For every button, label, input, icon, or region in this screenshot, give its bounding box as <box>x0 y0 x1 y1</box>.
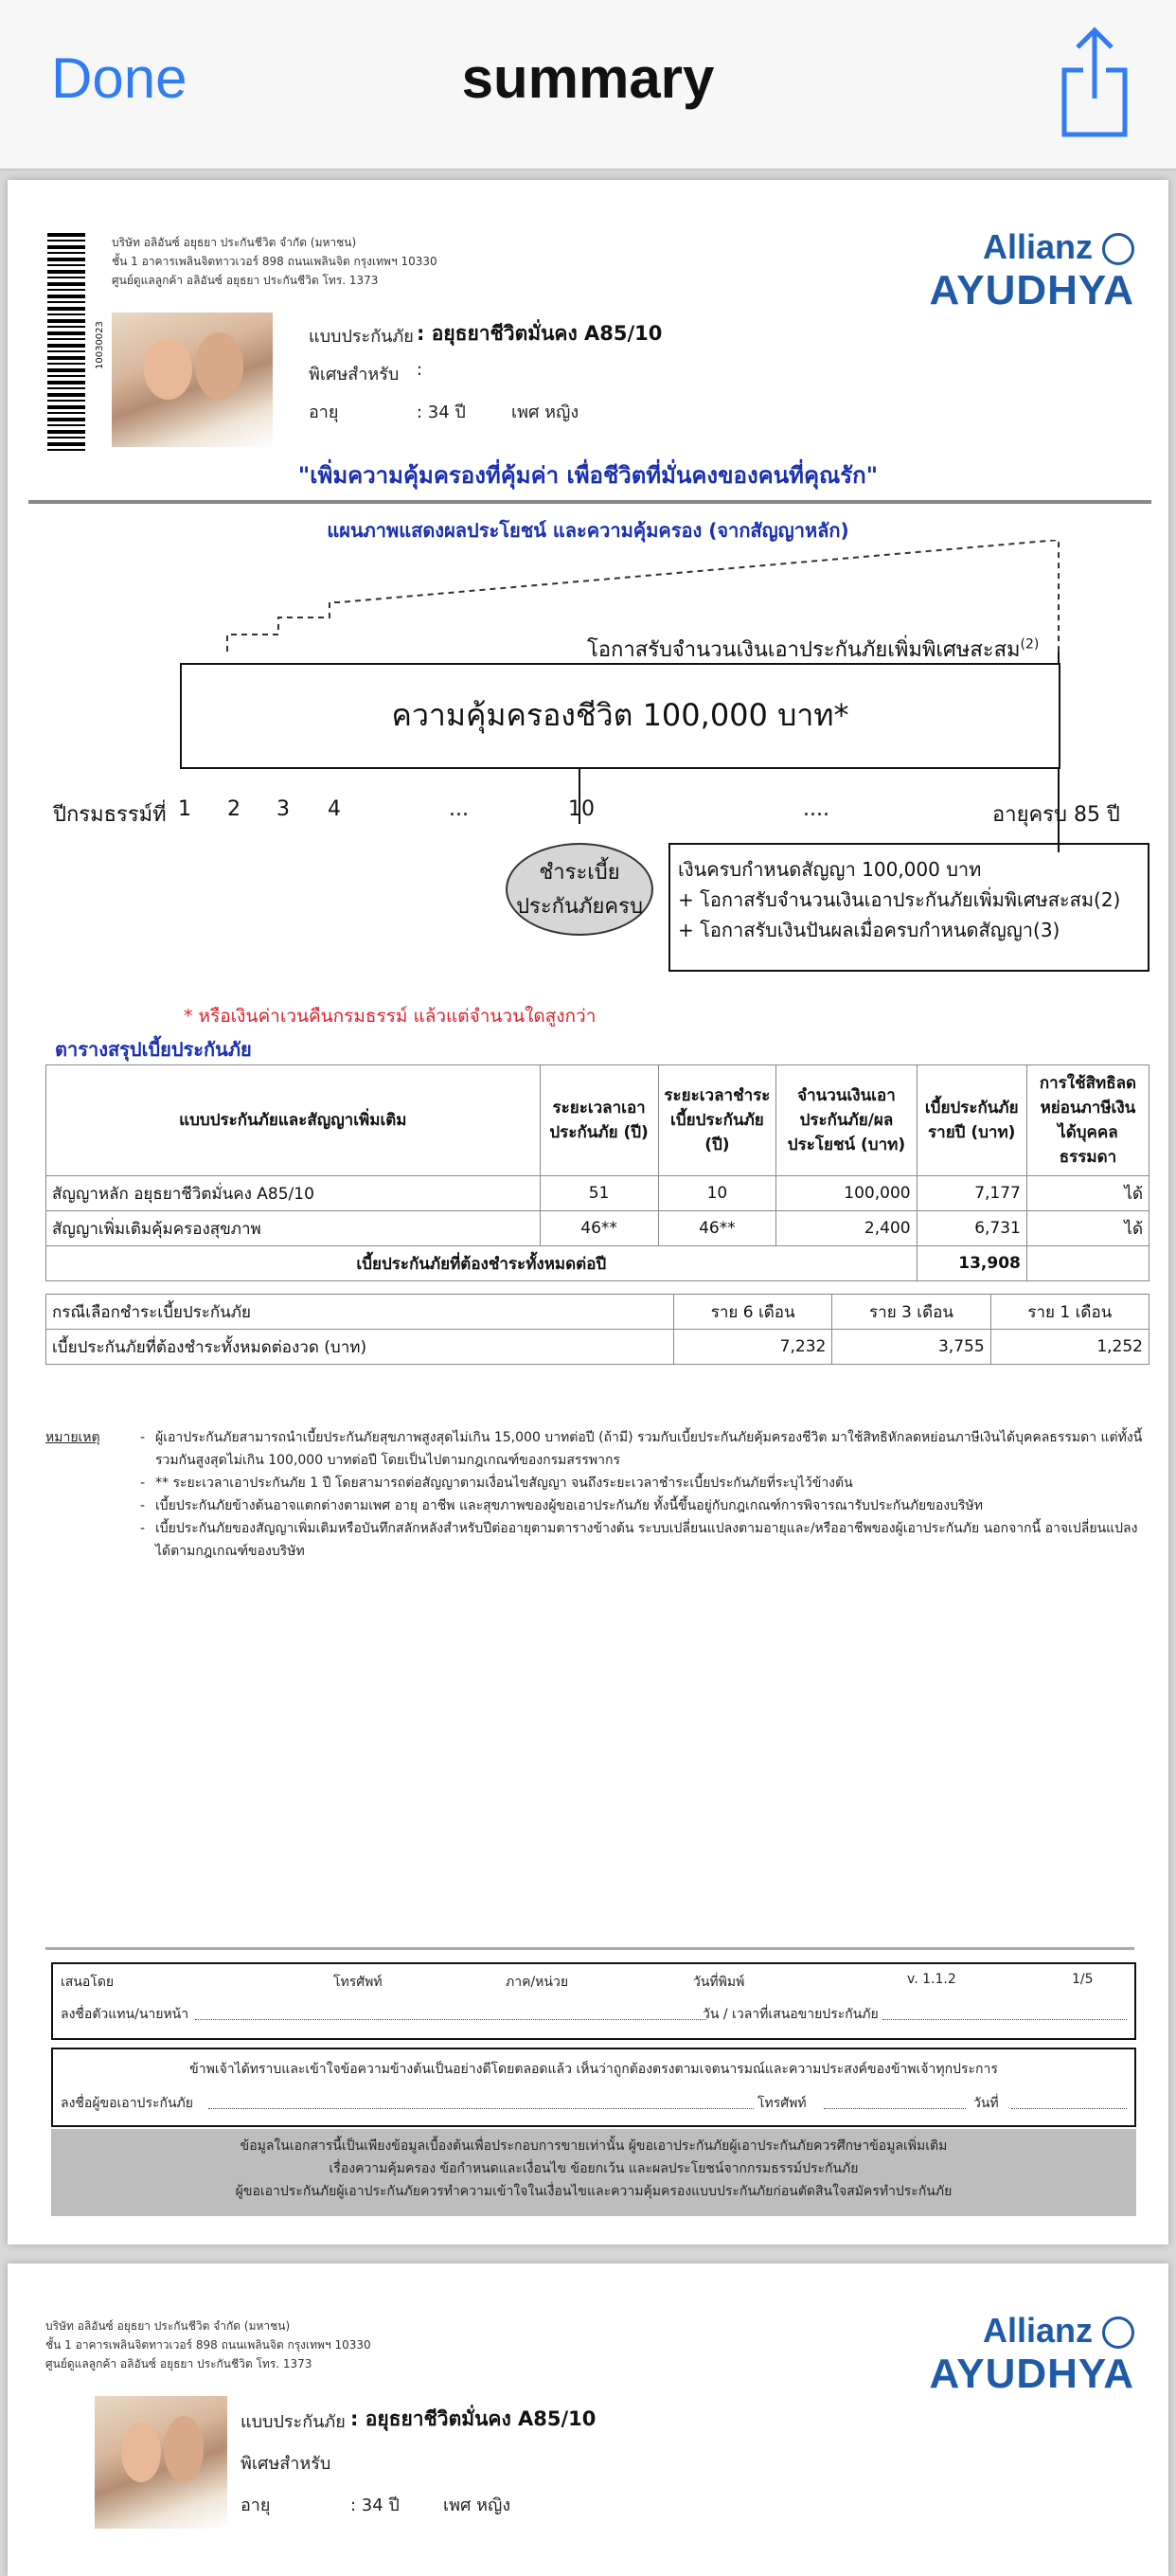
header-coverage-period: ระยะเวลาเอาประกันภัย (ปี) <box>540 1065 658 1176</box>
axis-tick-4: 4 <box>328 797 341 821</box>
header-tax-deduction: การใช้สิทธิลดหย่อนภาษีเงินได้บุคคลธรรมดา <box>1026 1065 1149 1176</box>
agent-box: เสนอโดย โทรศัพท์ ภาค/หน่วย วันที่พิมพ์ v. 1.1.2 1/5 ลงชื่อตัวแทน/นายหน้า วัน / เวลาที่เสนอขายประกันภัย <box>51 1962 1136 2040</box>
note-item: - ** ระยะเวลาเอาประกันภัย 1 ปี โดยสามารถต่อสัญญาตามเงื่อนไขสัญญา จนถึงระยะเวลาชำระเบี้ยประกันภัยที่ระบุไว้ข้างต้น <box>140 1472 1144 1494</box>
barcode <box>47 233 85 451</box>
age-label: อายุ <box>241 2496 271 2515</box>
note-item: - เบี้ยประกันภัยข้างต้นอาจแตกต่างตามเพศ อายุ อาชีพ และสุขภาพของผู้ขอเอาประกันภัย ทั้งนี้ขึ้นอยู่กับกฎเกณฑ์การพิจารณารับประกันภัยของบริษัท <box>140 1494 1144 1517</box>
axis-tick-10: 10 <box>568 797 595 821</box>
coverage-box <box>180 663 1060 769</box>
table-row: สัญญาเพิ่มเติมคุ้มครองสุขภาพ 46** 46** 2,400 6,731 ได้ <box>46 1211 1149 1246</box>
bonus-chance-text: โอกาสรับจำนวนเงินเอาประกันภัยเพิ่มพิเศษสะสม$^{(2)}$ <box>587 636 1040 662</box>
navigation-bar <box>0 0 1176 170</box>
axis-tick-ellipsis-1: ... <box>449 797 469 821</box>
special-label: พิเศษสำหรับ <box>241 2454 331 2474</box>
notes <box>45 1426 1144 1563</box>
age-value: : 34 ปี <box>417 402 466 422</box>
coverage-text: ความคุ้มครองชีวิต 100,000 บาท* <box>391 697 849 733</box>
sex-value: เพศ หญิง <box>443 2496 511 2515</box>
plan-label: แบบประกันภัย <box>241 2412 346 2432</box>
installment-table <box>45 1294 1149 1365</box>
axis-tick-3: 3 <box>276 797 290 821</box>
family-photo <box>112 313 273 447</box>
eagle-icon <box>1102 2317 1134 2349</box>
barcode-number: 10030023 <box>95 321 105 369</box>
axis-tick-2: 2 <box>227 797 241 821</box>
age-value: : 34 ปี <box>350 2496 400 2515</box>
slogan: "เพิ่มความคุ้มครองที่คุ้มค่า เพื่อชีวิตที่มั่นคงของคนที่คุณรัก" <box>297 462 879 489</box>
note-item: - ผู้เอาประกันภัยสามารถนำเบี้ยประกันภัยสุขภาพสูงสุดไม่เกิน 15,000 บาทต่อปี (ถ้ามี) รวมกับเบี้ยประกันภัยคุ้มครองชีวิต มาใช้สิทธิหักลดหย่อนภาษีเงินได้บุคคลธรรมดา แต่ทั้งนี้รวมกันสูงสุดไม่เกิน 100,000 บาทต่อปี โดยเป็นไปตามกฎเกณฑ์ของกรมสรรพากร <box>140 1426 1144 1472</box>
header-plan: แบบประกันภัยและสัญญาเพิ่มเติม <box>46 1065 541 1176</box>
plan-name: : อยุธยาชีวิตมั่นคง A85/10 <box>417 322 663 345</box>
document-page-2[interactable] <box>8 2263 1168 2576</box>
disclaimer-bar: ข้อมูลในเอกสารนี้เป็นเพียงข้อมูลเบื้องต้นเพื่อประกอบการขายเท่านั้น ผู้ขอเอาประกันภัยผู้เอาประกันภัยควรศึกษาข้อมูลเพิ่มเติม เรื่องความคุ้มครอง ข้อกำหนดและเงื่อนไข ข้อยกเว้น และผลประโยชน์จากกรมธรรม์ประกันภัย ผู้ขอเอาประกันภัยผู้เอาประกันภัยควรทำความเข้าใจในเงื่อนไขและความคุ้มครองแบบประกันภัยก่อนตัดสินใจสมัครทำประกันภัย <box>51 2129 1136 2216</box>
mode-row: กรณีเลือกชำระเบี้ยประกันภัย ราย 6 เดือน ราย 3 เดือน ราย 1 เดือน <box>46 1295 1149 1330</box>
premium-table-title: ตารางสรุปเบี้ยประกันภัย <box>55 1038 252 1061</box>
document-page-1[interactable] <box>8 180 1168 2245</box>
plan-label: แบบประกันภัย <box>309 327 414 347</box>
family-photo <box>95 2396 227 2529</box>
benefit-chart-title: แผนภาพแสดงผลประโยชน์ และความคุ้มครอง (จากสัญญาหลัก) <box>327 519 849 542</box>
company-info: บริษัท อลิอันซ์ อยุธยา ประกันชีวิต จำกัด (มหาชน) ชั้น 1 อาคารเพลินจิตทาวเวอร์ 898 ถนนเพลินจิต กรุงเทพฯ 10330 ศูนย์ดูแลลูกค้า อลิอันซ์ อยุธยา ประกันชีวิต โทร. 1373 <box>112 236 437 287</box>
sex-value: เพศ หญิง <box>511 402 579 422</box>
premium-paid-oval: ชำระเบี้ย ประกันภัยครบ <box>506 843 653 936</box>
table-row: สัญญาหลัก อยุธยาชีวิตมั่นคง A85/10 51 10 100,000 7,177 ได้ <box>46 1176 1149 1211</box>
axis-tick-1: 1 <box>178 797 191 821</box>
eagle-icon <box>1102 233 1134 265</box>
special-label: พิเศษสำหรับ <box>309 365 400 385</box>
allianz-logo: Allianz AYUDHYA <box>929 227 1134 313</box>
done-button[interactable]: Done <box>51 46 187 110</box>
axis-prefix: ปีกรมธรรม์ที่ <box>53 803 167 827</box>
plan-name: : อยุธยาชีวิตมั่นคง A85/10 <box>350 2407 597 2430</box>
header-annual-premium: เบี้ยประกันภัยรายปี (บาท) <box>917 1065 1026 1176</box>
header-sum-insured: จำนวนเงินเอาประกันภัย/ผลประโยชน์ (บาท) <box>776 1065 917 1176</box>
header-payment-period: ระยะเวลาชำระเบี้ยประกันภัย (ปี) <box>658 1065 776 1176</box>
axis-tick-ellipsis-2: .... <box>803 797 829 821</box>
notes-label: หมายเหตุ <box>45 1430 100 1445</box>
footer-divider <box>45 1947 1134 1950</box>
premium-table <box>45 1064 1149 1281</box>
special-value: : <box>417 360 423 380</box>
allianz-logo: Allianz AYUDHYA <box>929 2311 1134 2397</box>
axis-end: อายุครบ 85 ปี <box>992 803 1120 827</box>
divider <box>28 500 1151 504</box>
installment-row: เบี้ยประกันภัยที่ต้องชำระทั้งหมดต่องวด (บาท) 7,232 3,755 1,252 <box>46 1330 1149 1365</box>
applicant-box: ข้าพเจ้าได้ทราบและเข้าใจข้อความข้างต้นเป็นอย่างดีโดยตลอดแล้ว เห็นว่าถูกต้องตรงตามเจตนารมณ์และความประสงค์ของข้าพเจ้าทุกประการ ลงชื่อผู้ขอเอาประกันภัย โทรศัพท์ วันที่ <box>51 2048 1136 2127</box>
share-icon[interactable] <box>1060 27 1129 138</box>
note-item: - เบี้ยประกันภัยของสัญญาเพิ่มเติมหรือบันทึกสลักหลังสำหรับปีต่ออายุตามตารางข้างต้น ระบบเปลี่ยนแปลงตามอายุและ/หรืออาชีพของผู้เอาประกันภัย นอกจากนี้ อาจเปลี่ยนแปลงได้ตามกฎเกณฑ์ของบริษัท <box>140 1517 1144 1563</box>
nav-title: summary <box>461 46 715 110</box>
age-label: อายุ <box>309 402 339 422</box>
surrender-note: * หรือเงินค่าเวนคืนกรมธรรม์ แล้วแต่จำนวนใดสูงกว่า <box>184 1006 597 1027</box>
total-row: เบี้ยประกันภัยที่ต้องชำระทั้งหมดต่อปี 13,908 <box>46 1246 1149 1281</box>
maturity-box: เงินครบกำหนดสัญญา 100,000 บาท + โอกาสรับจำนวนเงินเอาประกันภัยเพิ่มพิเศษสะสม(2) + โอกาสรับเงินปันผลเมื่อครบกำหนดสัญญา(3) <box>668 843 1149 972</box>
company-info: บริษัท อลิอันซ์ อยุธยา ประกันชีวิต จำกัด (มหาชน) ชั้น 1 อาคารเพลินจิตทาวเวอร์ 898 ถนนเพลินจิต กรุงเทพฯ 10330 ศูนย์ดูแลลูกค้า อลิอันซ์ อยุธยา ประกันชีวิต โทร. 1373 <box>45 2319 371 2370</box>
